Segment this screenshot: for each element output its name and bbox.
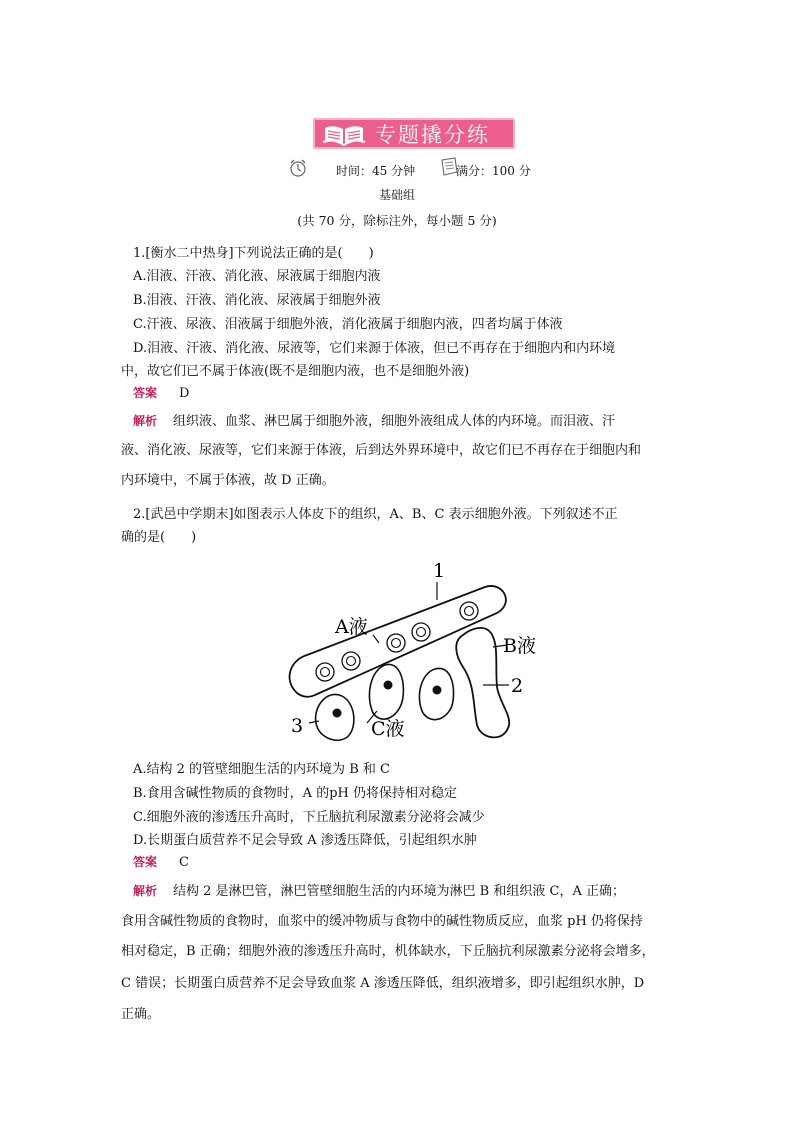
q1-option-d: D.泪液、汗液、消化液、尿液等，它们来源于体液，但已不再存在于细胞内和内环境 [133, 341, 616, 356]
figure-label-a: A液 [335, 616, 368, 638]
q1-answer-value: D [179, 386, 190, 401]
q2-option-a: A.结构 2 的管壁细胞生活的内环境为 B 和 C [133, 762, 390, 777]
figure-label-1: 1 [433, 560, 446, 582]
q1-analysis-line-3: 内环境中，不属于体液，故 D 正确。 [121, 473, 335, 488]
q1-analysis-line-1: 组织液、血浆、淋巴属于细胞外液，细胞外液组成人体的内环境。而泪液、汗 [173, 414, 616, 429]
analysis-label: 解析 [133, 414, 158, 428]
banner-title: 专题撬分练 [375, 122, 490, 147]
figure-label-2: 2 [511, 675, 524, 697]
q1-analysis [133, 410, 615, 429]
answer-label: 答案 [133, 386, 158, 400]
q1-option-a: A.泪液、汗液、消化液、尿液属于细胞内液 [133, 269, 381, 284]
q2-stem-cont: 确的是( ) [121, 530, 197, 545]
q2-analysis-line-1: 结构 2 是淋巴管，淋巴管壁细胞生活的内环境为淋巴 B 和组织液 C，A 正确； [173, 884, 625, 899]
open-book-icon [321, 120, 367, 147]
q2-answer-value: C [179, 855, 189, 870]
figure-label-3: 3 [291, 715, 304, 737]
q2-stem: 2.[武邑中学期末]如图表示人体皮下的组织，A、B、C 表示细胞外液。下列叙述不正 [133, 507, 618, 522]
q2-option-b: B.食用含碱性物质的食物时，A 的pH 仍将保持相对稳定 [133, 786, 457, 801]
lymphatic-vessel [456, 628, 509, 737]
figure-label-b: B液 [503, 635, 536, 657]
q2-analysis-line-4: C 错误；长期蛋白质营养不足会导致血浆 A 渗透压降低，组织液增多，即引起组织水肿，D [121, 976, 645, 991]
tissue-diagram [285, 555, 550, 750]
q1-option-c: C.汗液、尿液、泪液属于细胞外液，消化液属于细胞内液，四者均属于体液 [133, 317, 563, 332]
section-banner [313, 118, 515, 149]
q1-stem: 1.[衡水二中热身]下列说法正确的是( ) [133, 246, 374, 261]
q2-analysis-line-2: 食用含碱性物质的食物时，血浆中的缓冲物质与食物中的碱性物质反应，血浆 pH 仍将保持 [121, 914, 643, 929]
alarm-clock-icon [288, 158, 308, 178]
q2-analysis-line-5: 正确。 [121, 1007, 161, 1022]
q2-option-c: C.细胞外液的渗透压升高时，下丘脑抗利尿激素分泌将会减少 [133, 810, 485, 825]
q2-analysis-line-3: 相对稳定，B 正确；细胞外液的渗透压升高时，机体缺水，下丘脑抗利尿激素分泌将会增多， [121, 944, 655, 959]
score-note: (共 70 分，除标注外，每小题 5 分) [297, 213, 497, 228]
figure-label-c: C液 [371, 718, 405, 740]
analysis-label: 解析 [133, 884, 158, 898]
q1-analysis-line-2: 液、消化液、尿液等，它们来源于体液，后到达外界环境中，故它们已不再存在于细胞内和 [121, 443, 642, 458]
q2-analysis [133, 880, 625, 899]
q1-option-b: B.泪液、汗液、消化液、尿液属于细胞外液 [133, 293, 381, 308]
group-title: 基础组 [378, 188, 415, 202]
q2-option-d: D.长期蛋白质营养不足会导致 A 渗透压降低，引起组织水肿 [133, 833, 477, 848]
exam-meta [288, 160, 548, 180]
answer-label: 答案 [133, 855, 158, 869]
q1-answer [133, 384, 189, 401]
full-score: 满分：100 分 [456, 164, 531, 178]
q2-answer [133, 853, 189, 870]
q1-option-d-cont: 中，故它们已不属于体液(既不是细胞内液，也不是细胞外液) [121, 364, 470, 379]
time-limit: 时间：45 分钟 [336, 164, 416, 178]
